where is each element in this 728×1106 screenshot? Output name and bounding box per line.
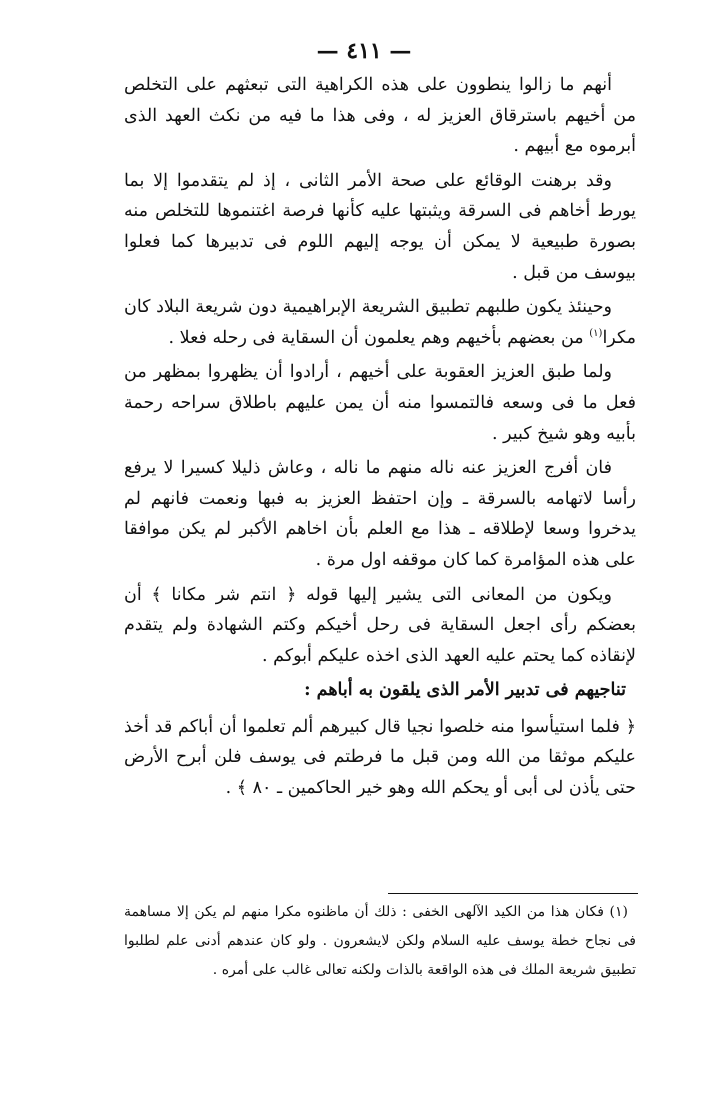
paragraph-1: أنهم ما زالوا ينطوون على هذه الكراهية التى تبعثهم على التخلص من أخيهم باسترقاق العزيز له ، وفى هذا ما فيه من نكث العهد الذى أبرموه مع أبيهم . xyxy=(124,75,636,157)
paragraph-3-text: وحينئذ يكون طلبهم تطبيق الشريعة الإبراهيمية دون شريعة البلاد كان مكرا xyxy=(124,297,636,348)
quran-quote: ﴿ فلما استيأسوا منه خلصوا نجيا قال كبيرهم ألم تعلموا أن أباكم قد أخذ عليكم موثقا من الله ومن قبل ما فرطتم فى يوسف فلن أبرح الأرض حتى يأذن لى أبى أو يحكم الله وهو خير الحاكمين ـ ٨٠ ﴾ . xyxy=(124,716,636,799)
page-number: — ٤١١ — xyxy=(316,38,412,64)
paragraph-3-rest: من بعضهم بأخيهم وهم يعلمون أن السقاية فى رحله فعلا . xyxy=(168,327,590,348)
paragraph-2: وقد برهنت الوقائع على صحة الأمر الثانى ، إذ لم يتقدموا إلا بما يورط أخاهم فى السرقة ويثبتها عليه كأنها فرصة اغتنموها للتخلص منه بصورة طبيعية لا يمكن أن يوجه إليهم اللوم فى تدبيرها كما فعلوا بيوسف من قبل . xyxy=(124,170,636,283)
paragraph-3 xyxy=(124,292,636,353)
paragraph-5: فان أفرج العزيز عنه ناله منهم ما ناله ، وعاش ذليلا كسيرا لا يرفع رأسا لاتهامه بالسرقة ـ وإن احتفظ العزيز به فبها ونعمت فانهم لم يدخروا وسعا لإطلاقه ـ هذا مع العلم بأن اخاهم الأكبر لم يكن موافقا على هذه المؤامرة كما كان موقفه اول مرة . xyxy=(124,458,636,570)
footnote xyxy=(124,898,636,985)
footnote-marker: (١) xyxy=(589,327,603,339)
footnote-text: (١) فكان هذا من الكيد الآلهى الخفى : ذلك أن ماظنوه مكرا منهم لم يكن إلا مساهمة فى نجاح خطة يوسف عليه السلام ولكن لايشعرون . ولو كان عندهم أدنى علم لطلبوا تطبيق شريعة الملك فى هذه الواقعة بالذات ولكنه تعالى غالب على أمره . xyxy=(124,904,636,978)
paragraph-4: ولما طبق العزيز العقوبة على أخيهم ، أرادوا أن يظهروا بمظهر من فعل ما فى وسعه فالتمسوا منه أن يمن عليهم باطلاق سراحه رحمة بأبيه وهو شيخ كبير . xyxy=(124,362,636,444)
footnote-separator xyxy=(388,893,638,894)
section-heading: تناجيهم فى تدبير الأمر الذى يلقون به أباهم : xyxy=(304,680,626,701)
paragraph-6: ويكون من المعانى التى يشير إليها قوله ﴿ انتم شر مكانا ﴾ أن بعضكم رأى اجعل السقاية فى رحل أخيكم وكتم الشهادة ولم يتقدم لإنقاذه كما يحتم عليه العهد الذى اخذه عليكم أبوكم . xyxy=(124,584,636,666)
main-text xyxy=(124,70,636,808)
